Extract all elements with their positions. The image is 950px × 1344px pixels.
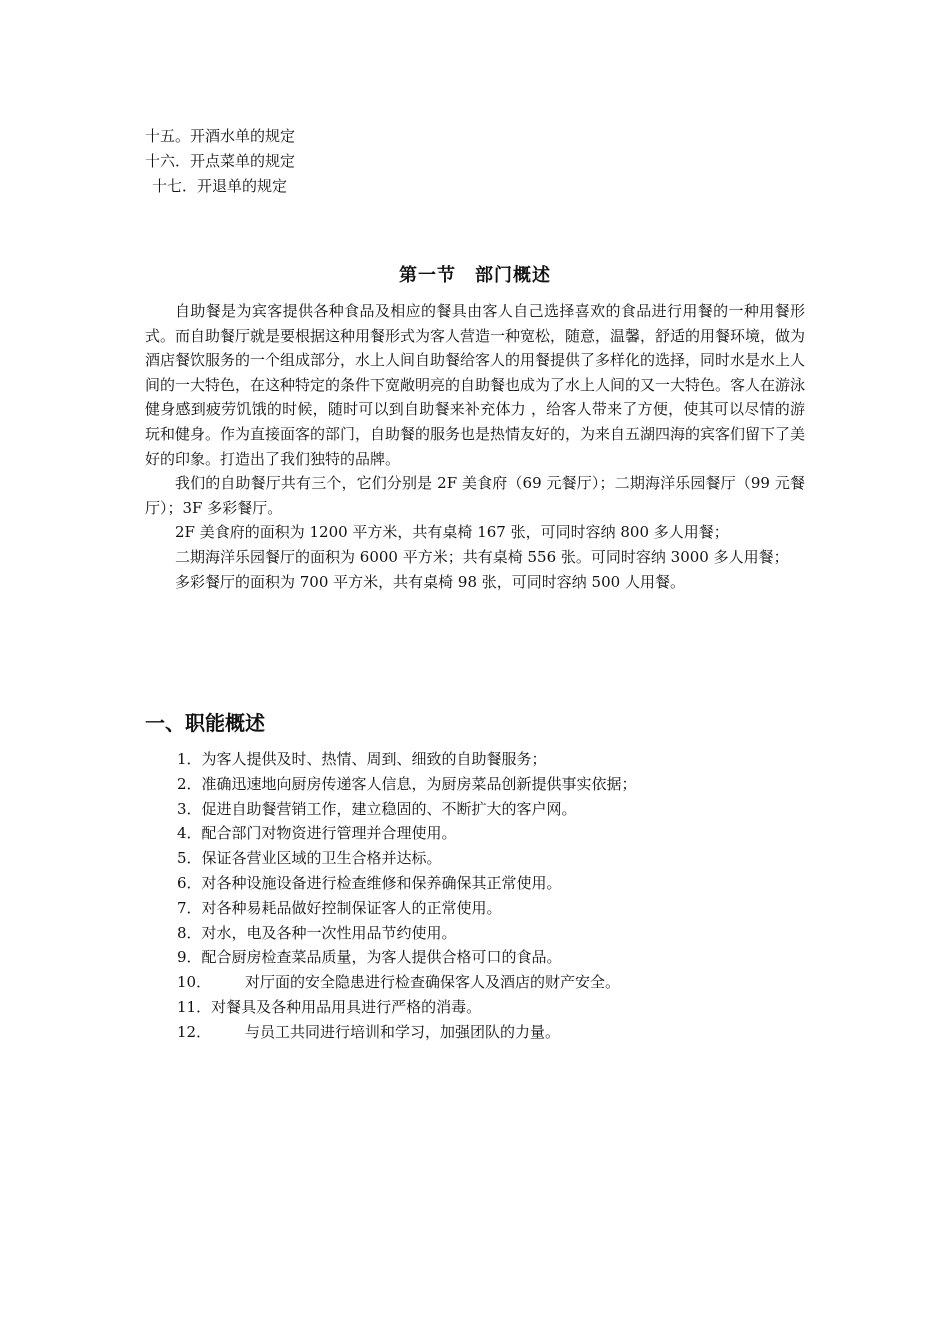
item-number: 1． (177, 750, 202, 768)
paragraph: 多彩餐厅的面积为 700 平方米，共有桌椅 98 张，可同时容纳 500 人用餐。 (175, 572, 685, 591)
list-item (177, 1020, 807, 1045)
list-item (177, 846, 807, 871)
item-number: 3． (177, 799, 202, 818)
item-text: 配合部门对物资进行管理并合理使用。 (201, 824, 457, 843)
list-item (177, 995, 807, 1020)
list-item (177, 921, 807, 946)
list-item (177, 970, 807, 995)
item-text: 准确迅速地向厨房传递客人信息，为厨房菜品创新提供事实依据； (201, 774, 637, 793)
list-item (177, 797, 807, 822)
item-number: 9． (177, 948, 202, 967)
item-number: 8． (177, 923, 202, 942)
item-text: 对餐具及各种用品用具进行严格的消毒。 (211, 997, 482, 1016)
list-item (177, 871, 807, 896)
functions-heading: 一、职能概述 (145, 711, 265, 735)
item-number: 6． (177, 873, 202, 892)
item-number: 7． (177, 898, 202, 917)
section-title: 第一节 部门概述 (399, 265, 551, 286)
item-text: 为客人提供及时、热情、周到、细致的自助餐服务； (201, 750, 547, 768)
department-overview (145, 299, 805, 594)
item-number: 2． (177, 774, 202, 793)
item-number: 5． (177, 849, 202, 868)
paragraph: 自助餐是为宾客提供各种食品及相应的餐具由客人自己选择喜欢的食品进行用餐的一种用餐形式。而自助餐厅就是要根据这种用餐形式为客人营造一种宽松，随意，温馨，舒适的用餐环境，做为酒店餐饮服务的一个组成部分，水上人间自助餐给客人的用餐提供了多样化的选择，同时水是水上人间的一大特色，在这种特定的条件下宽敞明亮的自助餐也成为了水上人间的又一大特色。客人在游泳健身感到疲劳饥饿的时候，随时可以到自助餐来补充体力 ，给客人带来了方便，使其可以尽情的游玩和健身。作为直接面客的部门，自助餐的服务也是热情友好的，为来自五湖四海的宾客们留下了美好的印象。打造出了我们独特的品牌。 (145, 302, 806, 468)
item-number: 12． (177, 1022, 212, 1041)
item-number: 11． (177, 997, 212, 1016)
list-item (177, 896, 807, 921)
item-text: 保证各营业区域的卫生合格并达标。 (201, 849, 442, 868)
item-number: 10． (177, 973, 212, 992)
item-text: 配合厨房检查菜品质量，为客人提供合格可口的食品。 (201, 948, 562, 967)
list-item (177, 821, 807, 846)
paragraph: 2F 美食府的面积为 1200 平方米，共有桌椅 167 张，可同时容纳 800 多人用餐； (175, 523, 729, 542)
toc-item: 十五。开酒水单的规定 (145, 127, 296, 145)
item-text: 对各种易耗品做好控制保证客人的正常使用。 (201, 898, 502, 917)
item-text: 与员工共同进行培训和学习，加强团队的力量。 (245, 1022, 561, 1041)
item-number: 4． (177, 824, 202, 843)
list-item (177, 747, 807, 772)
paragraph: 我们的自助餐厅共有三个，它们分别是 2F 美食府（69 元餐厅）；二期海洋乐园餐厅（99 元餐厅）；3F 多彩餐厅。 (145, 474, 805, 517)
functions-list (177, 747, 807, 1045)
item-text: 对厅面的安全隐患进行检查确保客人及酒店的财产安全。 (245, 973, 621, 992)
list-item (177, 772, 807, 797)
toc-item: 十六．开点菜单的规定 (145, 152, 296, 170)
toc-item: 十七．开退单的规定 (152, 177, 288, 195)
list-item (177, 945, 807, 970)
paragraph: 二期海洋乐园餐厅的面积为 6000 平方米；共有桌椅 556 张。可同时容纳 3000 多人用餐； (175, 547, 789, 566)
item-text: 对各种设施设备进行检查维修和保养确保其正常使用。 (201, 873, 562, 892)
item-text: 促进自助餐营销工作，建立稳固的、不断扩大的客户网。 (201, 799, 577, 818)
table-of-contents (145, 124, 805, 199)
item-text: 对水，电及各种一次性用品节约使用。 (201, 923, 457, 942)
